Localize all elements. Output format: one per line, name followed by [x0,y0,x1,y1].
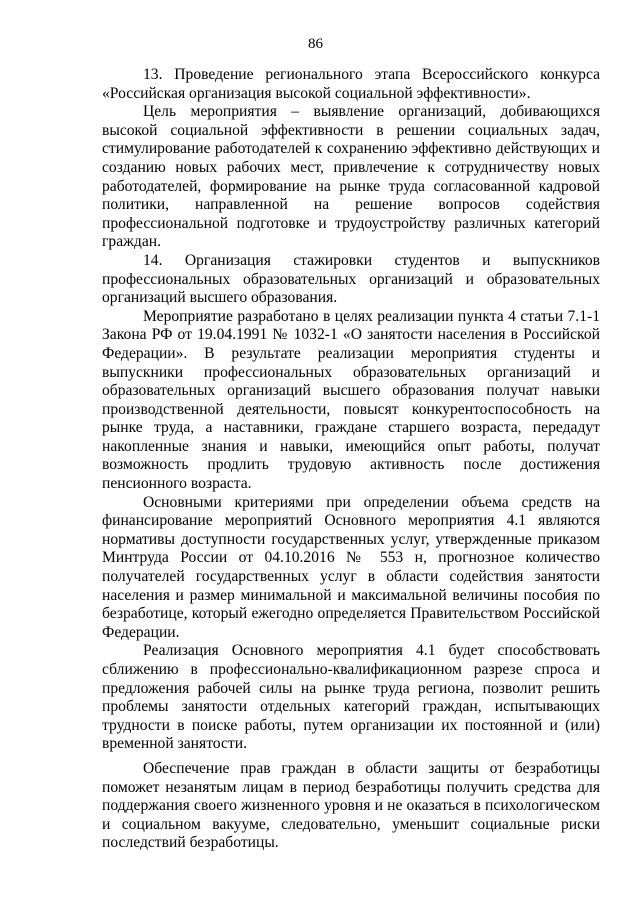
paragraph-funding-criteria: Основными критериями при определении объема средств на финансирование мероприятий Основного мероприятия 4.1 являются нормативы доступности государственных услуг, утвержденные приказом Минтруда России от 04.10.2016 № 553 н, прогнозное количество получателей государственных услуг в области содействия занятости населения и размер минимальной и максимальной величины пособия по безработице, который ежегодно определяется Правительством Российской Федерации. [102,493,600,641]
paragraph-internship-description: Мероприятие разработано в целях реализации пункта 4 статьи 7.1-1 Закона РФ от 19.04.1991 № 1032-1 «О занятости населения в Российской Федерации». В результате реализации мероприятия студенты и выпускники профессиональных образовательных организаций и образовательных организаций высшего образования получат навыки производственной деятельности, повысят конкурентоспособность на рынке труда, а наставники, граждане старшего возраста, передадут накопленные знания и навыки, имеющийся опыт работы, получат возможность продлить трудовую активность после достижения пенсионного возраста. [102,307,600,493]
paragraph-internship-title: 14. Организация стажировки студентов и выпускников профессиональных образовательных организаций и образовательных организаций высшего образования. [102,251,600,307]
paragraph-contest-goal: Цель мероприятия – выявление организаций, добивающихся высокой социальной эффективности в решении социальных задач, стимулирование работодателей к сохранению эффективно действующих и созданию новых рабочих мест, привлечение к сотрудничеству новых работодателей, формирование на рынке труда согласованной кадровой политики, направленной на решение вопросов содействия профессиональной подготовке и трудоустройству различных категорий граждан. [102,103,600,251]
page-number: 86 [308,36,323,52]
paragraph-implementation-effect: Реализация Основного мероприятия 4.1 будет способствовать сближению в профессионально-квалификационном разрезе спроса и предложения рабочей силы на рынке труда региона, позволит решить проблемы занятости отдельных категорий граждан, испытывающих трудности в поиске работы, путем организации их постоянной и (или) временной занятости. [102,642,600,753]
document-body [102,66,600,853]
paragraph-unemployment-protection: Обеспечение прав граждан в области защиты от безработицы поможет незанятым лицам в период безработицы получить средства для поддержания своего жизненного уровня и не оказаться в психологическом и социальном вакууме, следовательно, уменьшит социальные риски последствий безработицы. [102,759,600,852]
paragraph-contest-title: 13. Проведение регионального этапа Всероссийского конкурса «Российская организация высокой социальной эффективности». [102,66,600,102]
